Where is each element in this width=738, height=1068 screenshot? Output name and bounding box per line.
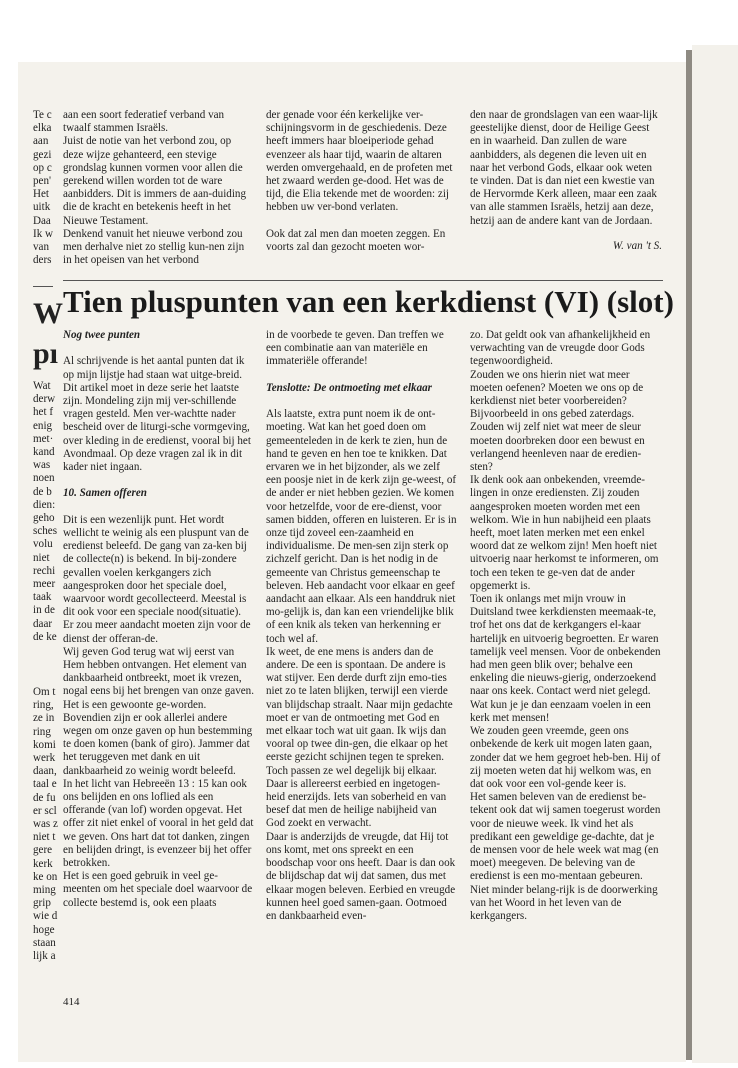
paragraph: zo. Dat geldt ook van afhankelijkheid en verwachting van de vreugde door Gods tegenwoordigheid. (470, 329, 651, 368)
paragraph: Dit is een wezenlijk punt. Het wordt wellicht te weinig als een pluspunt van de eredienst beleefd. De gang van za-ken bij de collecte(n) is bekend. In bij-zondere gevallen voelen kerkgangers zich aangesproken door het speciale doel, waarvoor wordt gecollecteerd. Meestal is dit ook voor een speciale nood(situatie). Er zou meer aandacht moeten zijn voor de dienst der offeran-de. (63, 513, 251, 645)
text-fragment: niet (33, 551, 50, 564)
text-fragment: hoge (33, 923, 55, 936)
text-fragment: van (33, 241, 50, 253)
paragraph: Daar is anderzijds de vreugde, dat Hij tot ons komt, met ons spreekt en een boodschap voor ons heeft. Daar is dan ook de blijdschap dat wij dat samen, dus met elkaar mogen beleven. Eerbied en vreugde kunnen heel goed samen-gaan. Ootmoed en dankbaarheid even- (266, 830, 456, 922)
text-fragment: uitk (33, 201, 51, 214)
paragraph: We zouden geen vreemde, geen ons onbekende de kerk uit mogen laten gaan, zonder dat we hem gegroet heb-ben. Hij of zij moeten weten dat hij welkom was, en dat ook voor een vol-gende keer is. (470, 725, 661, 790)
text-fragment: Daa (33, 214, 51, 227)
text-fragment: daan, (33, 765, 57, 778)
previous-article-column-3 (470, 109, 662, 253)
text-fragment: Het (33, 188, 50, 201)
text-fragment: er scl (33, 804, 57, 817)
paragraph: der genade voor één kerkelijke ver-schijningsvorm in de geschiedenis. Deze heeft immers haar bloeiperiode gehad evenzeer als haar tijd, waarin de altaren werden omvergehaald, en de profeten met het zwaard werden ge-dood. Het was de tijd, die Elia tekende met de woorden: zij hebben uw ver-bond verlaten. (266, 109, 453, 214)
paragraph: Ik weet, de ene mens is anders dan de andere. De een is spontaan. De andere is wat stijver. Een derde durft zijn emo-ties niet zo te laten blijken, terwijl een vierde van blijdschap straalt. Naar mijn gedachte moet er van de ontmoeting met God en met elkaar toch wat uit gaan. Ik wijs dan vooral op twee din-gen, die elkaar op het eerste gezicht schijnen tegen te spreken. Toch passen ze wel degelijk bij elkaar. (266, 645, 453, 777)
text-fragment: elka (33, 122, 52, 135)
text-fragment: met· (33, 432, 54, 445)
text-fragment: ring (33, 725, 51, 738)
heading-fragment: W (33, 297, 63, 330)
text-fragment: wie d (33, 910, 58, 923)
text-fragment: het f (33, 406, 54, 419)
text-fragment: derw (33, 393, 56, 406)
article-column-2 (266, 329, 458, 923)
paragraph: Het is een goed gebruik in veel ge-meenten om het speciale doel waarvoor de collecte bestemd is, ook een plaats (63, 870, 253, 909)
text-fragment: kerk (33, 857, 53, 870)
facing-page-divider (33, 286, 53, 287)
paragraph: Ik denk ook aan onbekenden, vreemde-lingen in onze erediensten. Zij zouden aangesproken moeten worden met een welkom. Wie in hun nabijheid een plaats heeft, moet laten merken met een enkel woord dat ze welkom zijn! Men hoeft niet uitvoerig naar herkomst te informeren, om toch een teken te ge-ven dat de ander opgemerkt is. (470, 474, 659, 592)
text-fragment: in de (33, 604, 55, 617)
text-fragment: geho (33, 512, 55, 524)
article-column-1 (63, 329, 254, 910)
paragraph: den naar de grondslagen van een waar-lijk geestelijke dienst, door de Heilige Geest en in waarheid. Dan zullen de ware aanbidders, als degenen die leven uit en naar het verbond Gods, elkaar ook weten te vinden. Dat is dan niet een kwestie van de Hervormde Kerk alleen, maar een zaak van alle stammen Israëls, hetzij aan deze, hetzij aan de andere kant van de Jordaan. (470, 109, 658, 227)
subheading: 10. Samen offeren (63, 487, 147, 500)
paragraph: Toen ik onlangs met mijn vrouw in Duitsland twee kerkdiensten meemaak-te, trof het ons dat de kerkgangers el-kaar hartelijk en uitvoerig begroetten. Er waren tamelijk veel mensen. Voor de onbekenden had men geen blik over; behalve een enkeling die nieuws-gierig, onderzoekend naar ons keek. Contact werd niet gelegd. Wat kun je je dan eenzaam voelen in een kerk met mensen! (470, 593, 661, 724)
paragraph: Al schrijvende is het aantal punten dat ik op mijn lijstje had staan wat uitge-breid. Dit artikel moet in deze serie het laatste zijn. Mondeling zijn mij ver-schillende vragen gesteld. Men ver-wachtte nader bescheid over de liturgi-sche vormgeving, over kleding in de eredienst, vooral bij het Avondmaal. Op deze vragen zal ik in dit kader niet ingaan. (63, 355, 251, 474)
article-column-3 (470, 329, 663, 923)
text-fragment: noen (33, 472, 55, 485)
text-fragment: ders (33, 254, 52, 267)
text-fragment: ze in (33, 712, 55, 725)
text-fragment: rechi (33, 564, 56, 577)
facing-page (692, 45, 738, 1063)
paragraph: Als laatste, extra punt noem ik de ont-moeting. Wat kan het goed doen om gemeenteleden in de kerk te zien, hun de hand te geven en hen toe te knikken. Dat ervaren we in het bijzonder, als we zelf een poosje niet in de kerk zijn ge-weest, of de ander er niet hebben gezien. We komen voor hetzelfde, voor de ere-dienst, voor samen bidden, offeren en luisteren. Er is in onze tijd zoveel een-zaamheid en individualisme. De men-sen zijn sterk op zichzelf gericht. Dan is het nodig in de gemeente van Christus gemeenschap te beleven. Heb aandacht voor elkaar en geef aandacht aan elkaar. Als een handdruk niet mo-gelijk is, dan kan een vriendelijke blik of een knik als teken van herkenning er toch wel af. (266, 408, 457, 645)
text-fragment: ming (33, 884, 56, 896)
text-fragment: enig (33, 419, 53, 432)
author-signature: W. van 't S. (612, 239, 662, 252)
paragraph: Denkend vanuit het nieuwe verbond zou men derhalve niet zo stellig kun-nen zijn in het opeisen van het verbond (63, 227, 245, 267)
paragraph: in de voorbede te geven. Dan treffen we een combinatie aan van materiële en immateriële offerande! (266, 329, 444, 368)
text-fragment: kand (33, 446, 55, 458)
page-number: 414 (63, 996, 80, 1008)
text-fragment: Ik w (33, 227, 54, 240)
text-fragment: op c (33, 161, 52, 174)
text-fragment: gere (33, 844, 53, 857)
text-fragment: daar (33, 617, 53, 630)
paragraph: Het samen beleven van de eredienst be-tekent ook dat wij samen toegerust worden voor de nieuwe week. Ik vind het als predikant een geweldige ge-dachte, dat je de mensen voor de hele week wat mag (en moet) meegeven. De beleving van de eredienst is een mo-mentaan gebeuren. Niet minder belang-rijk is de doorwerking van het Woord in het leven van de kerkgangers. (470, 791, 661, 922)
paragraph: aan een soort federatief verband van twaalf stammen Israëls. (63, 109, 225, 135)
text-fragment: ke on (33, 870, 58, 883)
previous-article-column-1 (63, 109, 253, 267)
text-fragment: gezi (33, 148, 52, 161)
text-fragment: Om t (33, 686, 56, 698)
text-fragment: komi (33, 738, 56, 751)
text-fragment: meer (33, 578, 56, 590)
subheading: Nog twee punten (63, 329, 141, 341)
text-fragment: grip (33, 897, 51, 910)
text-fragment: pen' (33, 175, 52, 187)
paragraph: Zouden we ons hierin niet wat meer moeten oefenen? Moeten we ons op de kerkdienst niet beter voorbereiden? Bijvoorbeeld in ons gebed zaterdags. Zouden wij zelf niet wat meer de sleur moeten doorbreken door een bewust en verlangend heenleven naar de eredien-sten? (470, 368, 645, 474)
paragraph: Ook dat zal men dan moeten zeggen. En voorts zal dan gezocht moeten wor- (266, 227, 446, 254)
previous-article-column-2 (266, 109, 456, 254)
paragraph: Wij geven God terug wat wij eerst van Hem hebben ontvangen. Het element van dankbaarheid ontbreekt, moet ik vrezen, nogal eens bij het brengen van onze gaven. Het is een gewoonte ge-worden. Bovendien zijn er ook allerlei andere wegen om onze gaven op hun bestemming te doen komen (bank of giro). Jammer dat het teruggeven met dank en uit dankbaarheid zo weinig wordt beleefd. (63, 645, 254, 777)
paragraph: Juist de notie van het verbond zou, op deze wijze gehanteerd, een stevige grondslag kunnen vormen voor allen die gerekend willen worden tot de ware aanbidders. Dit is immers de aan-duiding die de kracht en betekenis heeft in het Nieuwe Testament. (63, 135, 247, 227)
text-fragment: sches (33, 525, 58, 538)
text-fragment: taal e (33, 778, 57, 791)
paragraph: In het licht van Hebreeën 13 : 15 kan ook ons belijden en ons loflied als een offerande (van lof) worden opgevat. Het offer zit niet enkel of vooral in het geld dat we geven. Ons hart dat tot danken, zingen en belijden dringt, is evenzeer bij het offer betrokken. (63, 777, 254, 870)
subheading: Tenslotte: De ontmoeting met elkaar (266, 381, 432, 394)
text-fragment: volu (33, 538, 53, 551)
text-fragment: Te c (33, 109, 52, 121)
text-fragment: de ke (33, 630, 57, 643)
article-title: Tien pluspunten van een kerkdienst (VI) (slot) (63, 284, 674, 319)
text-fragment: dien: (33, 498, 56, 511)
text-fragment: was (33, 459, 51, 472)
text-fragment: was z (33, 818, 58, 830)
paragraph: Daar is allereerst eerbied en ingetogen-heid enerzijds. Iets van soberheid en van besef dat men de heilige nabijheid van God zoekt en verwacht. (266, 777, 447, 830)
text-fragment: ring, (33, 699, 54, 712)
text-fragment: staan (33, 936, 56, 949)
text-fragment: lijk a (33, 950, 56, 962)
heading-fragment: pı (33, 337, 59, 370)
text-fragment: taak (33, 591, 52, 604)
section-divider (63, 280, 663, 281)
text-fragment: aan (33, 135, 49, 148)
text-fragment: de b (33, 485, 52, 498)
text-fragment: Wat (33, 380, 51, 392)
text-fragment: de fu (33, 791, 56, 804)
text-fragment: niet t (33, 831, 56, 844)
text-fragment: werk (33, 752, 56, 764)
